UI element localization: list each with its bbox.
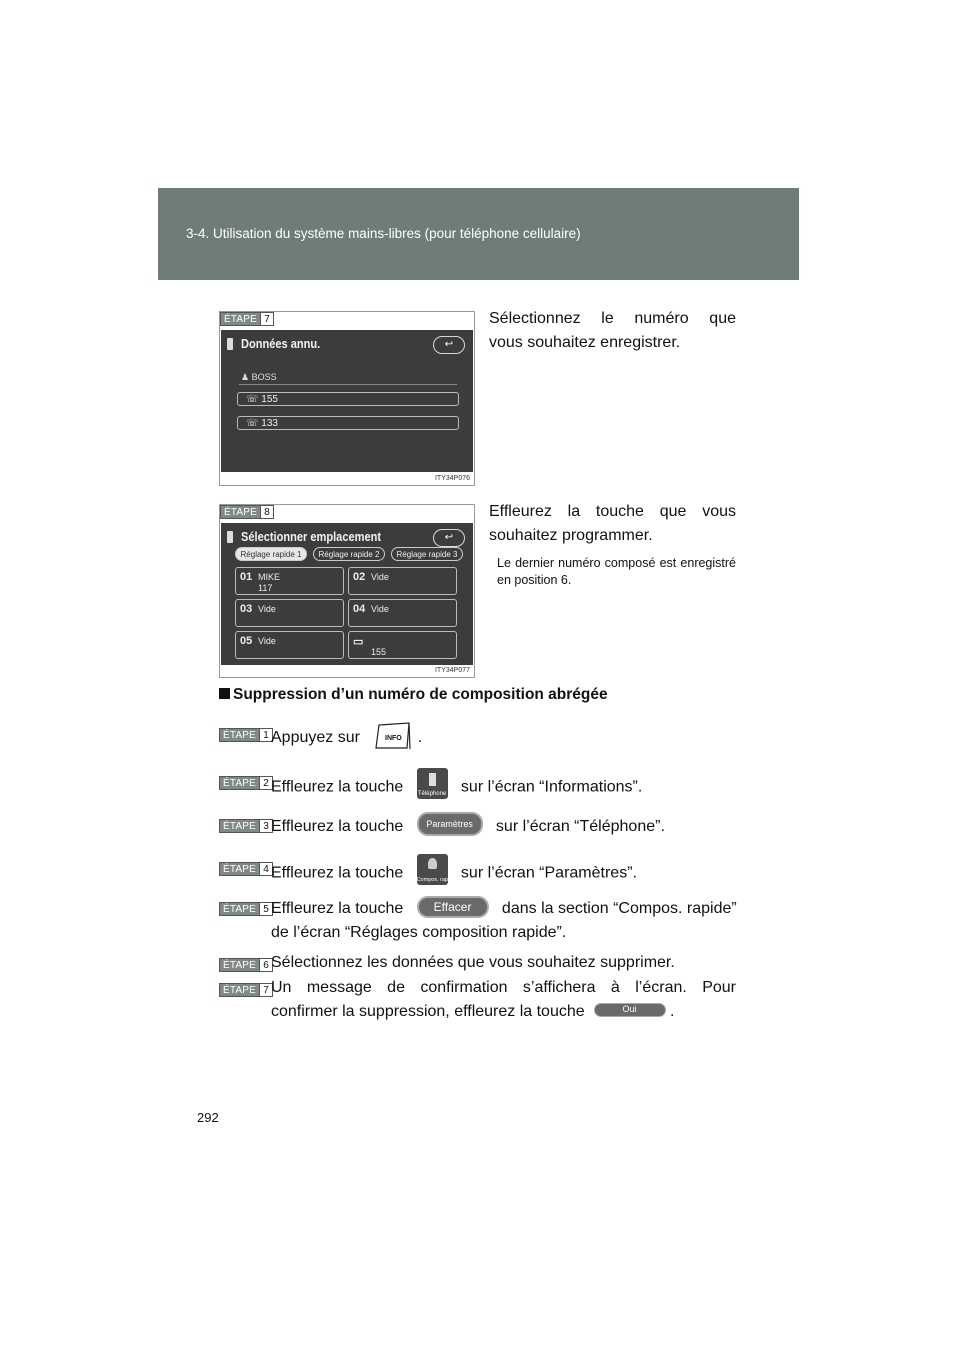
step-badge: ÉTAPE 4 [219,862,273,876]
step-badge: ÉTAPE 7 [220,312,274,326]
parametres-button-icon: Paramètres [417,812,483,836]
last-dialed-icon: ▭ [353,636,364,648]
bullet-square-icon [219,688,230,699]
step-badge: ÉTAPE 3 [219,819,273,833]
slot-cell[interactable]: 04 Vide [348,599,457,627]
nav-screen [221,523,473,665]
step-badge: ÉTAPE 1 [219,728,273,742]
step-7-instruction: Sélectionnez le numéro que vous souhaitez enregistrer. [489,310,736,351]
number-row[interactable]: ☏ 155 [237,392,459,406]
page-number: 292 [197,1110,219,1125]
chapter-title: 3-4. Utilisation du système mains-libres (pour téléphone cellulaire) [186,226,581,241]
nav-screen [221,330,473,472]
screenshot-donnees-annu [219,311,475,486]
step-5-line2: de l’écran “Réglages composition rapide”. [271,924,567,941]
back-arrow-icon: ↩ [444,339,454,350]
step-badge: ÉTAPE 6 [219,958,273,972]
oui-button-icon: Oui [594,1003,666,1017]
figure-ref: ITY34P076 [434,475,470,482]
telephone-button-icon: Téléphone [417,768,448,799]
step-badge: ÉTAPE 7 [219,983,273,997]
number-icon: ☏ [246,418,262,429]
slot-cell[interactable]: ▭ 155 [348,631,457,659]
compos-rapide-button-icon: Compos. rapide [417,854,448,885]
person-icon: ♟ [241,372,252,382]
step-8-note: Le dernier numéro composé est enregistré en position 6. [497,556,736,587]
slot-cell[interactable]: 02 Vide [348,567,457,595]
tab-reglage-rapide-1[interactable]: Réglage rapide 1 [235,547,307,561]
slot-cell[interactable]: 01 MIKE 117 [235,567,344,595]
step-badge: ÉTAPE 2 [219,776,273,790]
contact-name: ♟ BOSS [241,372,277,382]
back-arrow-icon: ↩ [444,532,454,543]
section-heading: Suppression d’un numéro de composition abrégée [219,686,608,704]
tab-reglage-rapide-3[interactable]: Réglage rapide 3 [391,547,463,561]
step-badge: ÉTAPE 8 [220,505,274,519]
number-icon: ☏ [246,394,262,405]
svg-text:INFO: INFO [385,735,403,742]
divider [239,384,457,385]
back-button[interactable] [433,336,465,354]
info-button-icon [373,722,413,750]
slot-cell[interactable]: 05 Vide [235,631,344,659]
screenshot-selectionner-emplacement [219,504,475,678]
chapter-header [158,188,799,280]
step-badge: ÉTAPE 5 [219,902,273,916]
figure-ref: ITY34P077 [434,667,470,674]
tab-reglage-rapide-2[interactable]: Réglage rapide 2 [313,547,385,561]
back-button[interactable] [433,529,465,547]
step-8-instruction: Effleurez la touche que vous souhaitez programmer. [489,503,736,544]
screen-title: Données annu. [241,336,321,351]
phone-icon [227,531,233,543]
slot-cell[interactable]: 03 Vide [235,599,344,627]
phone-icon [227,338,233,350]
effacer-button-icon: Effacer [417,896,489,918]
screen-title: Sélectionner emplacement [241,529,382,544]
number-row[interactable]: ☏ 133 [237,416,459,430]
